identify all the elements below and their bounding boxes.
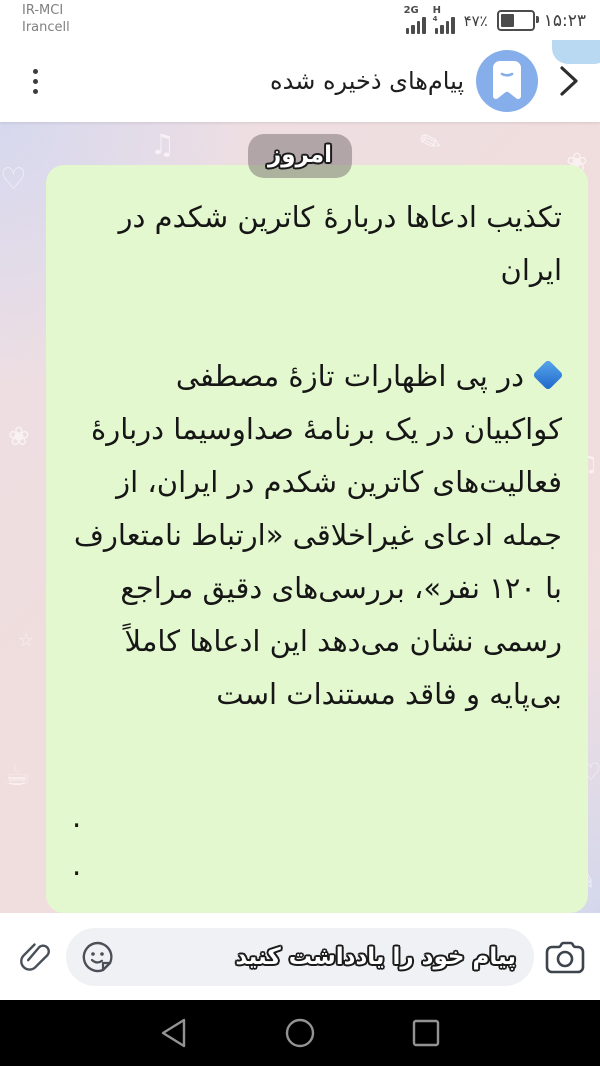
message-body-text: در پی اظهارات تازهٔ مصطفی کواکبیان در یک برنامهٔ صداوسیما دربارهٔ فعالیت‌های کاترین شکدم در ایران، از جمله ادعای غیراخلاقی «ارتباط نامتعارف با ۱۲۰ نفر»، بررسی‌های دقیق مراجع رسمی نشان می‌دهد این ادعاها کاملاً بی‌پایه و فاقد مستندات است (73, 359, 562, 711)
message-body (72, 350, 562, 721)
emoji-button[interactable] (78, 929, 118, 985)
chevron-right-icon (556, 63, 582, 99)
data-activity-indicator: 4 (432, 15, 438, 23)
message-bubble[interactable] (46, 165, 588, 913)
emoji-sticker-icon (81, 940, 115, 974)
carrier-sim1: IR-MCI (22, 3, 64, 18)
star-doodle-icon (18, 630, 34, 651)
camera-button[interactable] (542, 929, 588, 985)
recents-square-icon (410, 1017, 442, 1049)
flower-doodle-icon (8, 422, 30, 452)
message-dot-line: . (72, 800, 82, 834)
status-indicators (403, 5, 586, 34)
message-composer (0, 913, 600, 1000)
camera-icon (544, 938, 586, 976)
nav-recents-button[interactable] (408, 1015, 444, 1051)
network-type-sim2: H (432, 5, 441, 16)
nav-home-button[interactable] (282, 1015, 318, 1051)
signal-bars-icon (432, 15, 455, 34)
carrier-sim2: Irancell (22, 19, 70, 35)
music-note-doodle-icon (150, 128, 175, 161)
nav-back-button[interactable] (156, 1015, 192, 1051)
cup-doodle-icon (4, 758, 31, 793)
message-headline: تکذیب ادعاها دربارهٔ کاترین شکدم در ایران (118, 200, 562, 287)
page-title: پیام‌های ذخیره شده (270, 67, 464, 95)
status-bar (0, 0, 600, 40)
bookmark-icon (488, 61, 526, 101)
message-dot-line: . (72, 848, 82, 882)
large-blue-diamond-icon (532, 359, 563, 390)
signal-strength-sim1-icon (403, 5, 426, 34)
pencil-doodle-icon (416, 125, 447, 161)
carrier-labels (22, 3, 70, 37)
signal-strength-sim2-icon (432, 5, 455, 34)
back-triangle-icon (158, 1016, 190, 1050)
date-chip[interactable]: امروز (248, 134, 352, 178)
chat-wallpaper (0, 122, 600, 913)
back-button[interactable] (552, 61, 586, 101)
battery-icon (497, 10, 535, 31)
clock: ۱۵:۲۳ (543, 10, 586, 31)
network-type-sim1: 2G (403, 5, 419, 16)
home-circle-icon (283, 1016, 317, 1050)
android-navbar (0, 1000, 600, 1066)
kebab-menu-icon[interactable] (20, 61, 50, 101)
signal-bars-icon (406, 17, 426, 34)
paperclip-icon (18, 939, 52, 975)
attach-button[interactable] (12, 929, 58, 985)
chat-header (0, 40, 600, 122)
heart-doodle-icon (0, 162, 27, 197)
message-input-placeholder: پیام خود را یادداشت کنید (235, 943, 516, 970)
message-input[interactable] (66, 928, 534, 986)
avatar[interactable] (476, 50, 538, 112)
battery-percent: ۴۷٪ (463, 11, 488, 30)
